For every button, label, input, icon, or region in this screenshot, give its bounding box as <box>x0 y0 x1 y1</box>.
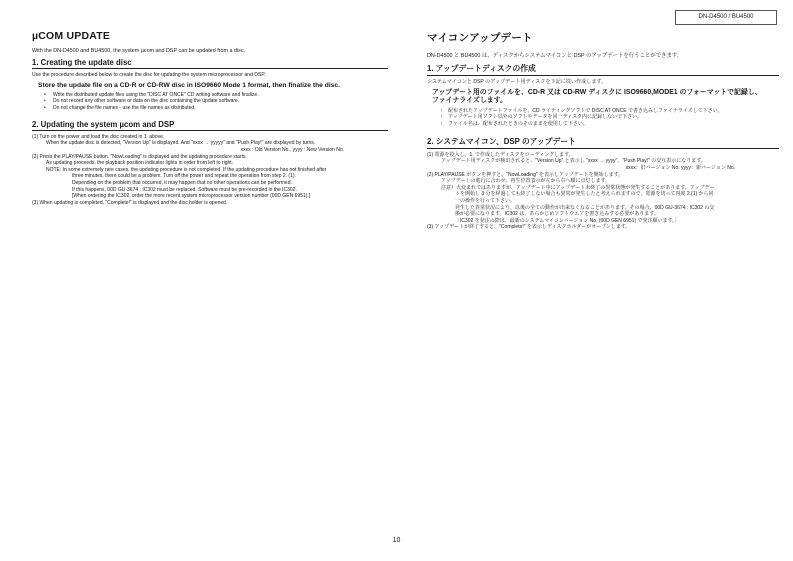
section-heading-update-jp: 2. システムマイコン、DSP のアップデート <box>427 136 779 149</box>
step-3-jp: (3) アップデートが終了すると、"Complete!" を表示しディスクホルダーがオープンします。 <box>427 224 631 231</box>
english-column <box>32 30 388 206</box>
step-1-detail-jp: アップデート用ディスクが検出されると、"Version Up" と表示し "xxxx → yyyy"、"Push Play!" の交互表示になります。 <box>441 158 706 165</box>
version-legend-jp: xxxx：旧バージョン No. yyyy：新バージョン No. <box>625 165 735 172</box>
step-2-detail-jp: アップデートの進行に合わせ、再生位置表示が左から右へ順に点灯します。 <box>441 178 611 185</box>
step-2: (2) Press the PLAY/PAUSE button. "NowLoading" is displayed and the updating procedure starts. <box>32 153 247 160</box>
list-item: ・ ファイル名は、配布されたときのそのままを使用して下さい。 <box>439 121 779 128</box>
step-2-jp: (2) PLAY/PAUSE ボタンを押すと、"NowLoading" を表示しアップデートを開始します。 <box>427 171 624 178</box>
intro-text-jp: DN-D4500 と BU4500 は、ディスクからシステムマイコンと DSP のアップデートを行うことができます。 <box>427 53 683 59</box>
page-title-jp: マイコンアップデート <box>427 32 533 44</box>
note-line: If this happens, 00D GU-3674 : IC302 must be replaced. Software must be pre-recorded in the IC302. <box>72 186 297 193</box>
japanese-column <box>427 30 779 231</box>
bullet-list-jp <box>427 108 779 128</box>
list-item: ・ 配布されたアップデートファイルを、CD ライティングソフトで DISC AT ONCE で書き込みしファイナライズして下さい。 <box>439 108 779 115</box>
note-line-jp: 発生した異常状況により、以後の全ての動作が出来なくなることがあります。その場合、00D GU-3674 : IC302 の交 <box>455 204 715 211</box>
note-line-jp: 換が必要になります。IC302 は、あらかじめソフトウエアを書き込みする必要があります。 <box>455 211 659 218</box>
list-item: • Do not change the file names - use the file names as distributed. <box>44 105 388 112</box>
section-heading-create-disc-jp: 1. アップデートディスクの作成 <box>427 63 779 76</box>
note-line: Depending on the problem that occurred, it may happen that no other operations can be performed. <box>72 180 292 187</box>
instruction-bold-jp-2: ファイナライズします。 <box>432 97 507 104</box>
note-line-jp: トを開始し 3 分を経過しても終了しない場合も異常が発生したと考えられますので、電源を切って再度 2.(1) から同 <box>455 191 714 198</box>
section-body: Use the procedure described below to create the disc for updating the system microprocessor and DSP. <box>32 72 266 78</box>
page-title: µCOM UPDATE <box>32 30 111 42</box>
note-line-jp: 〔IC302 を発注の際は、最新のシステムマイコンバージョン No. (00D GEN 6951) で発注願います。〕 <box>455 217 680 224</box>
list-item: • Do not record any other software or data on the disc containing the update software. <box>44 98 388 105</box>
section-body-jp: システムマイコンと DSP のアップデート用ディスクを下記に従い作成します。 <box>427 79 607 85</box>
bullet-list <box>32 92 388 112</box>
page-number: 10 <box>392 537 401 544</box>
note-line: three minutes, there could be a problem. Turn off the power and repeat the operation from step 2. (1). <box>72 173 296 180</box>
step-1-jp: (1) 電源を投入し、1. で作成したディスクをローディングします。 <box>427 151 574 158</box>
note-line: NOTE: In some extremely rare cases, the updating procedure is not completed. If the updating procedure has not finished after <box>46 166 327 173</box>
list-item: ・ アップデート用ソフト以外のソフトやデータを同一ディスク内に記録しないで下さい。 <box>439 114 779 121</box>
note-line: [When ordering the IC302, order the more recent system microprocessor version number (00D GEN 6951).] <box>72 193 311 200</box>
model-badge: DN-D4500 / BU4500 <box>675 10 777 25</box>
list-item: • Write the distributed update files using the "DISC AT ONCE" CD writing software and finalize. <box>44 92 388 99</box>
note-line-jp: 一の操作を行って下さい。 <box>455 198 516 205</box>
step-1-detail: When the update disc is detected, "Version Up" is displayed. And "xxxx → yyyyy" and "Push Play!" are displayed by turns. <box>46 140 316 147</box>
instruction-bold-jp: アップデート用のファイルを、CD-R 又は CD-RW ディスクに ISO9660,MODE1 のフォーマットで記録し、 <box>432 88 762 96</box>
step-3: (3) When updating is completed, "Complete!" is displayed and the disc holder is opened. <box>32 199 228 206</box>
intro-text: With the DN-D4500 and BU4500, the system µcom and DSP can be updated from a disc. <box>32 48 246 54</box>
section-heading-create-disc: 1. Creating the update disc <box>32 58 388 69</box>
version-legend: xxxx : Old Version No., yyyy : New Version No. <box>240 147 344 154</box>
section-heading-update: 2. Updating the system µcom and DSP <box>32 120 388 131</box>
note-line-jp: 注意）大変まれではありますが、アップデート中にアップデート未終了の異常状態が発生することがあります。アップデー <box>441 184 715 191</box>
instruction-bold: Store the update file on a CD-R or CD-RW disc in ISO9660 Mode 1 format, then finalize the disc. <box>38 81 340 89</box>
step-1: (1) Turn on the power and load the disc created in 1. above. <box>32 133 165 140</box>
step-2-detail: As updating proceeds, the playback position indicator lights in order from left to right. <box>46 160 234 167</box>
